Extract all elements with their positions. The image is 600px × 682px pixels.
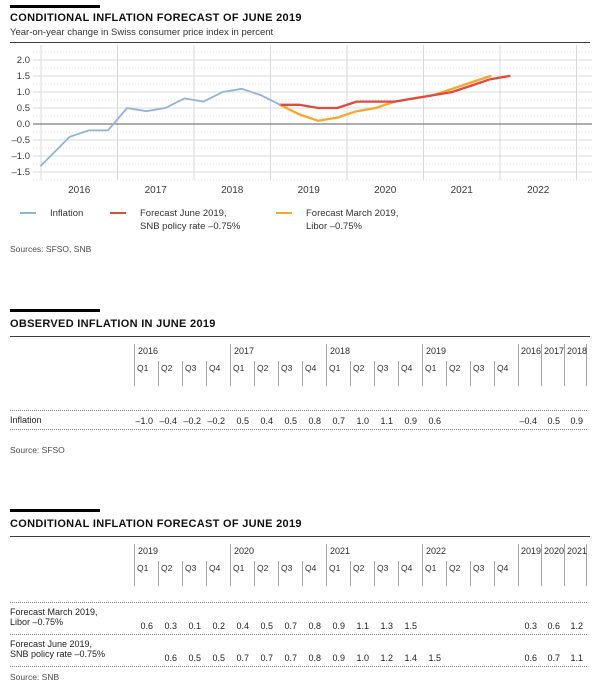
annual-column-tick — [564, 561, 587, 577]
annual-value: 1.1 — [570, 652, 583, 663]
column-tick-stub — [206, 377, 230, 386]
quarterly-value: 0.7 — [284, 620, 297, 631]
annual-column-tick-stub — [518, 377, 541, 386]
quarterly-value — [446, 663, 470, 667]
column-tick-stub — [134, 377, 158, 386]
annual-column-tick — [518, 361, 541, 377]
observed-table-source: Source: SFSO — [10, 445, 65, 455]
annual-column-tick-stub — [564, 377, 587, 386]
column-tick-stub — [254, 377, 278, 386]
legend-item-inflation — [20, 207, 83, 220]
annual-column-tick-stub — [518, 577, 541, 586]
quarter-header: Q3 — [278, 361, 302, 377]
column-tick-stub — [350, 577, 374, 586]
annual-value: 0.9 — [570, 415, 583, 426]
annual-column-tick — [541, 561, 564, 577]
column-tick-stub — [302, 377, 326, 386]
observed-table-rows — [10, 410, 587, 430]
header-spacer — [10, 544, 134, 561]
x-tick-label: 2017 — [144, 185, 167, 196]
table-bottom-rule — [10, 666, 587, 667]
quarterly-value: 0.4 — [260, 415, 273, 426]
column-tick-stub — [230, 577, 254, 586]
header-spacer — [10, 577, 134, 586]
table-row — [10, 410, 587, 429]
annual-value: 0.5 — [547, 415, 560, 426]
x-tick-label: 2018 — [221, 185, 244, 196]
forecast-table-header — [10, 544, 587, 586]
column-tick-stub — [470, 577, 494, 586]
quarterly-value: 0.5 — [260, 620, 273, 631]
quarterly-value: 1.4 — [404, 652, 417, 663]
quarterly-value — [494, 631, 518, 635]
quarter-header-row — [10, 561, 587, 577]
observed-table-header — [10, 344, 587, 386]
quarter-header: Q4 — [206, 361, 230, 377]
quarterly-value: 0.5 — [284, 415, 297, 426]
row-label-line: Inflation — [10, 414, 42, 425]
legend-label — [306, 207, 398, 233]
tick-stub-row — [10, 377, 587, 386]
quarter-header: Q1 — [134, 561, 158, 577]
x-tick-label: 2016 — [68, 185, 91, 196]
annual-year-header: 2016 — [518, 344, 541, 361]
year-header: 2020 — [230, 544, 326, 561]
quarterly-value: 0.8 — [308, 620, 321, 631]
chart-sources: Sources: SFSO, SNB — [10, 244, 92, 254]
observed-table-title: OBSERVED INFLATION IN JUNE 2019 — [10, 318, 216, 330]
year-header: 2019 — [134, 544, 230, 561]
quarter-header: Q4 — [398, 361, 422, 377]
y-tick-label: –1.0 — [11, 151, 30, 163]
inflation-line — [41, 89, 280, 166]
quarter-header: Q2 — [350, 361, 374, 377]
chart-section — [0, 0, 600, 305]
annual-year-header: 2018 — [564, 344, 587, 361]
quarterly-value: 0.6 — [140, 620, 153, 631]
quarter-header: Q1 — [230, 361, 254, 377]
year-header: 2016 — [134, 344, 230, 361]
y-tick-label: –1.5 — [11, 167, 30, 179]
annual-year-header: 2020 — [541, 544, 564, 561]
x-tick-label: 2021 — [450, 185, 473, 196]
column-tick-stub — [350, 377, 374, 386]
legend-label-line: Forecast March 2019, — [306, 208, 399, 219]
x-tick-label: 2019 — [297, 185, 320, 196]
legend-label-line: Libor –0.75% — [306, 221, 362, 232]
y-tick-label: 1.0 — [16, 87, 30, 99]
quarter-header: Q4 — [206, 561, 230, 577]
column-tick-stub — [374, 377, 398, 386]
y-tick-label: 0.5 — [16, 103, 30, 115]
row-label — [10, 635, 134, 663]
column-tick-stub — [134, 577, 158, 586]
chart-subtitle: Year-on-year change in Swiss consumer price index in percent — [10, 27, 274, 38]
column-tick-stub — [278, 577, 302, 586]
column-tick-stub — [422, 377, 446, 386]
quarterly-value — [494, 426, 518, 430]
column-tick-stub — [206, 577, 230, 586]
forecast-table-title: CONDITIONAL INFLATION FORECAST OF JUNE 2019 — [10, 518, 302, 530]
annual-value: 0.7 — [547, 652, 560, 663]
quarterly-value: 1.0 — [356, 415, 369, 426]
column-tick-stub — [422, 577, 446, 586]
title-accent-bar — [10, 309, 100, 312]
column-tick-stub — [446, 377, 470, 386]
quarter-header: Q1 — [134, 361, 158, 377]
quarter-header-row — [10, 361, 587, 377]
quarter-header: Q1 — [230, 561, 254, 577]
quarter-header: Q3 — [470, 561, 494, 577]
quarterly-value: 0.5 — [236, 415, 249, 426]
quarterly-value — [422, 631, 446, 635]
title-accent-bar — [10, 509, 100, 512]
column-tick-stub — [494, 377, 518, 386]
annual-value: –0.4 — [519, 415, 537, 426]
forecast-table-rows — [10, 602, 587, 667]
quarterly-value: –0.4 — [159, 415, 177, 426]
quarter-header: Q4 — [302, 561, 326, 577]
quarter-header: Q1 — [326, 561, 350, 577]
quarterly-value — [446, 631, 470, 635]
annual-column-tick-stub — [541, 377, 564, 386]
row-label-line: Libor –0.75% — [10, 617, 64, 627]
quarter-header: Q3 — [470, 361, 494, 377]
observed-inflation-section — [0, 305, 600, 505]
annual-column-tick-stub — [564, 577, 587, 586]
quarter-header: Q2 — [254, 361, 278, 377]
forecast-june-2019-legend-swatch-icon — [110, 212, 126, 215]
column-tick-stub — [374, 577, 398, 586]
forecast-table-section — [0, 505, 600, 682]
chart-legend — [0, 207, 600, 239]
year-header: 2017 — [230, 344, 326, 361]
annual-column-tick-stub — [541, 577, 564, 586]
row-label-line: Forecast June 2019, — [10, 638, 93, 649]
column-tick-stub — [182, 577, 206, 586]
quarterly-value: 0.7 — [284, 652, 297, 663]
quarter-header: Q1 — [422, 361, 446, 377]
row-label-line: SNB policy rate –0.75% — [10, 649, 106, 659]
quarter-header: Q2 — [158, 361, 182, 377]
legend-item-forecast-june-2019 — [110, 207, 240, 233]
quarterly-value: 0.8 — [308, 652, 321, 663]
quarterly-value: 0.7 — [332, 415, 345, 426]
legend-label — [50, 207, 83, 220]
quarterly-value: 1.5 — [404, 620, 417, 631]
quarterly-value — [470, 663, 494, 667]
quarterly-value: 0.5 — [188, 652, 201, 663]
forecast-march-2019-line — [280, 76, 490, 121]
annual-value: 0.6 — [524, 652, 537, 663]
chart-title: CONDITIONAL INFLATION FORECAST OF JUNE 2019 — [10, 12, 302, 24]
quarterly-value — [134, 663, 158, 667]
data-rows — [10, 410, 587, 430]
year-header-row — [10, 544, 587, 561]
column-tick-stub — [326, 577, 350, 586]
column-tick-stub — [398, 377, 422, 386]
inflation-legend-swatch-icon — [20, 212, 36, 215]
column-tick-stub — [158, 377, 182, 386]
quarterly-value: 0.4 — [236, 620, 249, 631]
legend-label — [140, 207, 240, 233]
quarter-header: Q3 — [278, 561, 302, 577]
quarter-header: Q2 — [446, 561, 470, 577]
quarterly-value — [470, 631, 494, 635]
quarterly-value: 0.1 — [188, 620, 201, 631]
quarter-header: Q4 — [494, 361, 518, 377]
quarter-header: Q1 — [422, 561, 446, 577]
y-tick-label: 2.0 — [16, 55, 30, 67]
quarterly-value: 0.6 — [164, 652, 177, 663]
quarterly-value: 0.9 — [332, 620, 345, 631]
quarter-header: Q3 — [182, 361, 206, 377]
quarterly-value — [470, 426, 494, 430]
quarterly-value — [446, 426, 470, 430]
annual-column-tick — [564, 361, 587, 377]
year-header: 2021 — [326, 544, 422, 561]
quarter-header: Q2 — [158, 561, 182, 577]
header-spacer — [10, 344, 134, 361]
quarterly-value: 0.7 — [236, 652, 249, 663]
table-row — [10, 634, 587, 666]
quarter-header: Q3 — [182, 561, 206, 577]
quarterly-value: –0.2 — [183, 415, 201, 426]
annual-year-header: 2021 — [564, 544, 587, 561]
column-tick-stub — [446, 577, 470, 586]
legend-label-line: Inflation — [50, 208, 84, 219]
x-tick-label: 2020 — [374, 185, 397, 196]
quarterly-value: 0.5 — [212, 652, 225, 663]
column-tick-stub — [494, 577, 518, 586]
column-tick-stub — [470, 377, 494, 386]
inflation-forecast-chart — [0, 42, 600, 197]
quarterly-value: 1.3 — [380, 620, 393, 631]
quarterly-value: 1.1 — [380, 415, 393, 426]
table-row — [10, 602, 587, 634]
row-label — [10, 603, 134, 631]
quarterly-value: 0.3 — [164, 620, 177, 631]
row-label — [10, 411, 134, 429]
year-header-row — [10, 344, 587, 361]
column-tick-stub — [398, 577, 422, 586]
quarter-header: Q1 — [326, 361, 350, 377]
quarterly-value: 1.0 — [356, 652, 369, 663]
quarter-header: Q3 — [374, 561, 398, 577]
title-accent-bar — [10, 5, 100, 8]
header-spacer — [10, 377, 134, 386]
y-tick-label: –0.5 — [11, 135, 30, 147]
column-tick-stub — [230, 377, 254, 386]
quarterly-value: 0.8 — [308, 415, 321, 426]
quarterly-value: –1.0 — [135, 415, 153, 426]
header-spacer — [10, 561, 134, 577]
quarterly-value: 0.2 — [212, 620, 225, 631]
annual-value: 0.6 — [547, 620, 560, 631]
legend-label-line: Forecast June 2019, — [140, 208, 227, 219]
quarter-header: Q4 — [494, 561, 518, 577]
annual-column-tick — [518, 561, 541, 577]
quarterly-value: 1.1 — [356, 620, 369, 631]
column-tick-stub — [182, 377, 206, 386]
quarterly-value: 0.9 — [404, 415, 417, 426]
tick-stub-row — [10, 577, 587, 586]
x-tick-label: 2022 — [527, 185, 550, 196]
quarterly-value — [494, 663, 518, 667]
quarter-header: Q3 — [374, 361, 398, 377]
annual-value: 0.3 — [524, 620, 537, 631]
quarterly-value: –0.2 — [207, 415, 225, 426]
year-header: 2022 — [422, 544, 518, 561]
forecast-march-2019-legend-swatch-icon — [276, 212, 292, 215]
forecast-table-source: Source: SNB — [10, 672, 60, 682]
year-header: 2018 — [326, 344, 422, 361]
quarter-header: Q2 — [254, 561, 278, 577]
annual-year-header: 2019 — [518, 544, 541, 561]
quarterly-value: 0.7 — [260, 652, 273, 663]
annual-column-tick — [541, 361, 564, 377]
column-tick-stub — [302, 577, 326, 586]
data-rows — [10, 602, 587, 667]
table-bottom-rule — [10, 429, 587, 430]
quarter-header: Q4 — [398, 561, 422, 577]
y-tick-label: 0.0 — [16, 119, 30, 131]
quarterly-value: 0.6 — [428, 415, 441, 426]
column-tick-stub — [326, 377, 350, 386]
y-tick-label: 1.5 — [16, 71, 30, 83]
row-label-line: Forecast March 2019, — [10, 606, 98, 617]
title-rule — [10, 336, 590, 337]
legend-label-line: SNB policy rate –0.75% — [140, 221, 241, 232]
quarterly-value: 1.5 — [428, 652, 441, 663]
annual-year-header: 2017 — [541, 344, 564, 361]
column-tick-stub — [158, 577, 182, 586]
quarterly-value: 1.2 — [380, 652, 393, 663]
header-spacer — [10, 361, 134, 377]
quarterly-value: 0.9 — [332, 652, 345, 663]
title-rule — [10, 536, 590, 537]
annual-value: 1.2 — [570, 620, 583, 631]
column-tick-stub — [278, 377, 302, 386]
quarter-header: Q2 — [446, 361, 470, 377]
legend-item-forecast-march-2019 — [276, 207, 398, 233]
year-header: 2019 — [422, 344, 518, 361]
quarter-header: Q2 — [350, 561, 374, 577]
column-tick-stub — [254, 577, 278, 586]
quarter-header: Q4 — [302, 361, 326, 377]
